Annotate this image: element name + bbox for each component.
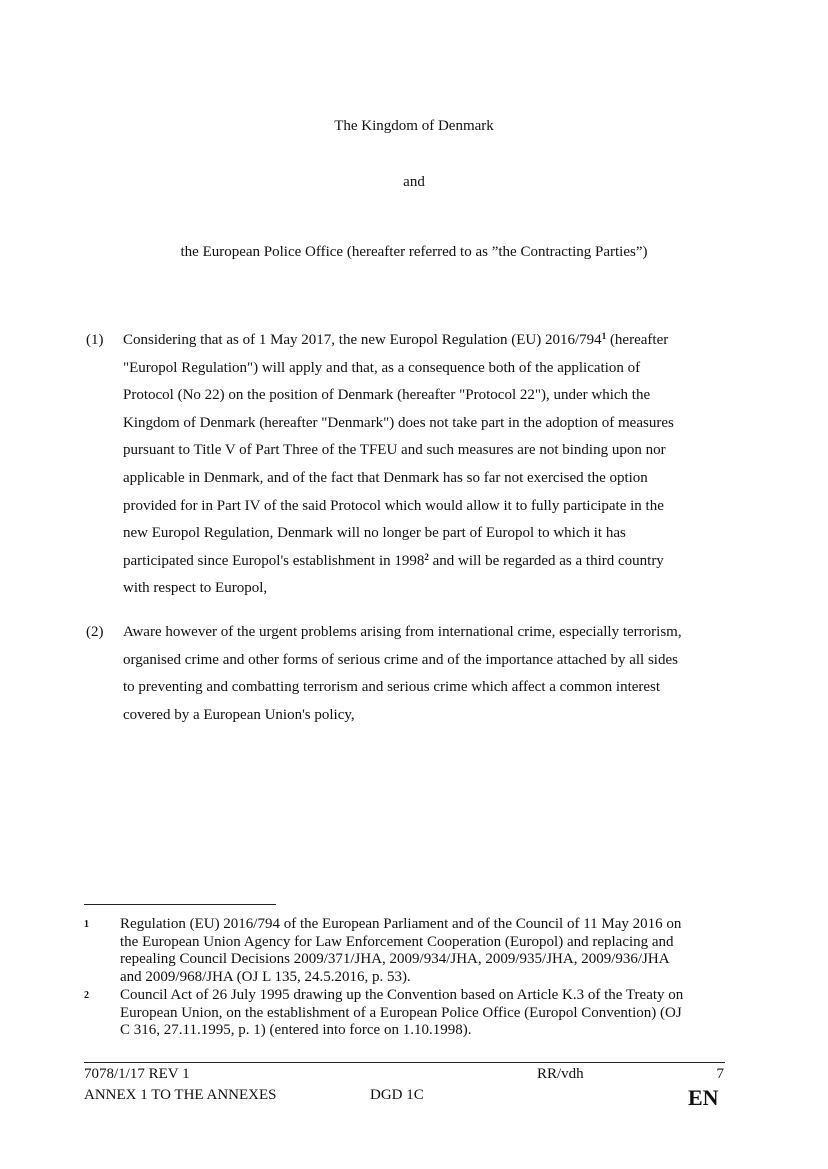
recital-line: organised crime and other forms of serious crime and of the importance attached by all sides [123,651,678,668]
recital-line: new Europol Regulation, Denmark will no longer be part of Europol to which it has [123,525,626,542]
recital-text [123,619,738,729]
page-number: 7 [716,1066,724,1082]
recital-line: covered by a European Union's policy, [123,706,355,723]
recital-line: "Europol Regulation") will apply and that, as a consequence both of the application of [123,359,641,376]
footnote-ref-2[interactable]: 2 [424,551,429,562]
recital-line: applicable in Denmark, and of the fact that Denmark has so far not exercised the option [123,469,648,486]
party-one: The Kingdom of Denmark [334,118,494,134]
footnote-line: European Union, on the establishment of a European Police Office (Europol Convention) (OJ [120,1004,682,1021]
footnote-number: 1 [84,919,89,930]
recital-line-text: Considering that as of 1 May 2017, the new Europol Regulation (EU) 2016/794 [123,332,602,348]
recital-line: Aware however of the urgent problems arising from international crime, especially terrorism, [123,624,682,640]
recital-line-tail: (hereafter [606,332,669,348]
recital-text [123,327,738,603]
recital-line: provided for in Part IV of the said Protocol which would allow it to fully participate in the [123,497,664,514]
footnote-ref-1[interactable]: 1 [601,331,607,341]
language-code: EN [688,1085,719,1110]
footnote-separator [84,904,276,905]
footnote-line: C 316, 27.11.1995, p. 1) (entered into force on 1.10.1998). [120,1022,472,1038]
recital-line [123,327,738,355]
recital-number: (1) [86,332,104,348]
footnote-line: Council Act of 26 July 1995 drawing up the Convention based on Article K.3 of the Treaty on [120,987,684,1003]
footnote-text [120,987,728,1040]
recital-number: (2) [86,624,104,640]
annex-label: ANNEX 1 TO THE ANNEXES [84,1087,277,1103]
author-initials: RR/vdh [537,1066,584,1082]
conjunction: and [403,174,425,190]
recital-line: Kingdom of Denmark (hereafter "Denmark") does not take part in the adoption of measures [123,414,674,431]
recital-line: with respect to Europol, [123,580,268,597]
recital-line-tail: and will be regarded as a third country [428,552,664,569]
footnote-text [120,916,728,986]
recital-line: to preventing and combatting terrorism and serious crime which affect a common interest [123,679,661,696]
recital-line-text: participated since Europol's establishment in 1998 [123,552,425,569]
party-two: the European Police Office (hereafter referred to as ”the Contracting Parties”) [180,244,648,260]
footer-separator [84,1062,725,1063]
doc-reference: 7078/1/17 REV 1 [84,1066,190,1082]
footnote-line: Regulation (EU) 2016/794 of the European Parliament and of the Council of 11 May 2016 on [120,916,682,932]
footnote-line: repealing Council Decisions 2009/371/JHA, 2009/934/JHA, 2009/935/JHA, 2009/936/JHA [120,951,670,967]
directorate-code: DGD 1C [370,1087,424,1103]
recital-line: pursuant to Title V of Part Three of the TFEU and such measures are not binding upon nor [123,442,666,459]
footnote-line: the European Union Agency for Law Enforcement Cooperation (Europol) and replacing and [120,933,674,950]
recital-line [123,548,738,576]
footnote-number: 2 [84,990,89,1001]
recital-line: Protocol (No 22) on the position of Denmark (hereafter "Protocol 22"), under which the [123,387,651,404]
footnote-line: and 2009/968/JHA (OJ L 135, 24.5.2016, p. 53). [120,968,411,985]
